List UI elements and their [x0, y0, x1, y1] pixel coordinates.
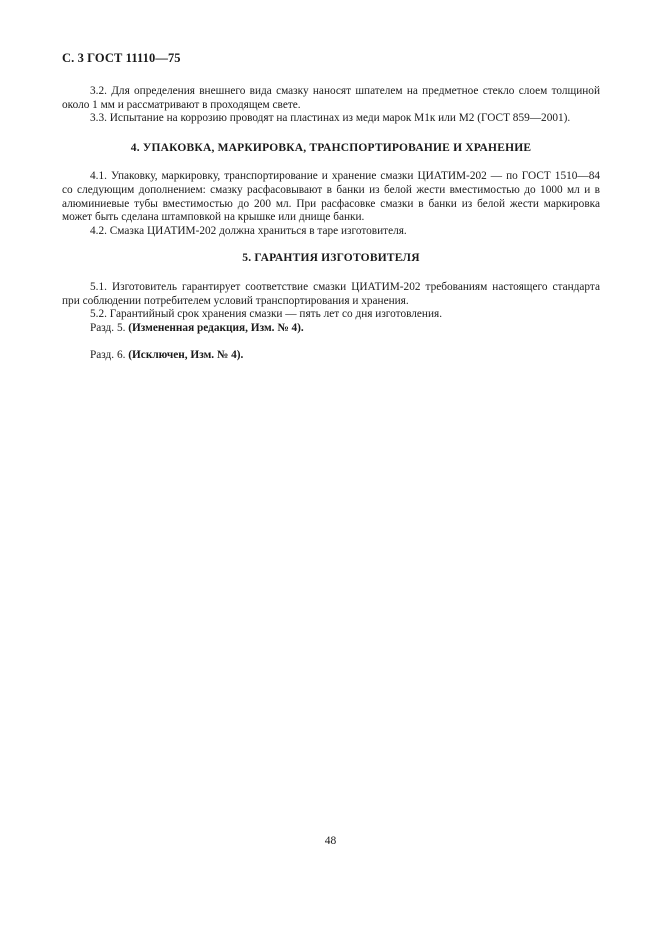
paragraph-5-1: 5.1. Изготовитель гарантирует соответствие смазки ЦИАТИМ-202 требованиям настоящего стандарта при соблюдении потребителем условий транспортирования и хранения.	[62, 280, 600, 307]
document-body	[62, 85, 600, 363]
section-6-amendment-note	[62, 349, 600, 363]
paragraph-4-2: 4.2. Смазка ЦИАТИМ-202 должна храниться в таре изготовителя.	[90, 224, 407, 237]
running-header: С. 3 ГОСТ 11110—75	[62, 51, 181, 65]
section-5-amendment-prefix: Разд. 5.	[90, 321, 129, 334]
section-5-amendment-note	[62, 322, 600, 336]
section-5-heading: 5. ГАРАНТИЯ ИЗГОТОВИТЕЛЯ	[242, 252, 420, 265]
section-6-amendment-text: (Исключен, Изм. № 4).	[128, 349, 244, 362]
paragraph-4-1: 4.1. Упаковку, маркировку, транспортирование и хранение смазки ЦИАТИМ-202 — по ГОСТ 1510—84 со следующим дополнением: смазку расфасовывают в банки из белой жести вместимостью до 1000 мл и в алюминиевые тубы вместимостью до 200 мл. При расфасовке смазки в банки из белой жести маркировка может быть сделана штамповкой на крышке или днище банки.	[62, 170, 600, 224]
section-5-amendment-text: (Измененная редакция, Изм. № 4).	[128, 321, 304, 334]
page-number: 48	[324, 835, 337, 847]
paragraph-3-2: 3.2. Для определения внешнего вида смазку наносят шпателем на предметное стекло слоем толщиной около 1 мм и рассматривают в проходящем свете.	[62, 85, 600, 111]
paragraph-5-2: 5.2. Гарантийный срок хранения смазки — пять лет со дня изготовления.	[90, 308, 443, 321]
section-6-amendment-prefix: Разд. 6.	[90, 349, 129, 362]
paragraph-3-3: 3.3. Испытание на коррозию проводят на пластинах из меди марок М1к или М2 (ГОСТ 859—2001).	[90, 112, 571, 125]
section-4-heading: 4. УПАКОВКА, МАРКИРОВКА, ТРАНСПОРТИРОВАНИЕ И ХРАНЕНИЕ	[130, 141, 532, 154]
